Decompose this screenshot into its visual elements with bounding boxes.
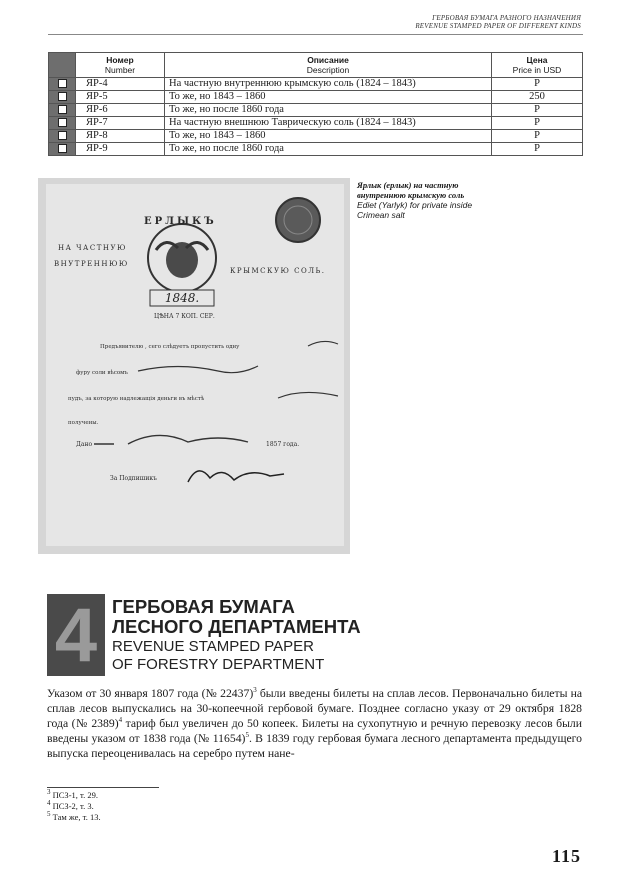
checkbox-icon[interactable] — [58, 105, 67, 114]
number-cell: ЯР-7 — [76, 117, 165, 130]
checkbox-icon[interactable] — [58, 118, 67, 127]
yarlyk-document-image — [38, 178, 350, 554]
description-cell: То же, но 1843 – 1860 — [165, 91, 492, 104]
footnote-item — [47, 801, 101, 812]
footnote-item — [47, 790, 101, 801]
number-header-ru: Номер — [106, 55, 134, 65]
caption-ru: Ярлык (ерлык) на частную внутреннюю крымскую соль — [357, 180, 465, 200]
table-row — [49, 130, 583, 143]
footnote-mark: 5 — [47, 810, 51, 819]
catalog-table — [48, 52, 583, 156]
number-cell: ЯР-4 — [76, 78, 165, 91]
price-cell: P — [492, 117, 583, 130]
table-row — [49, 91, 583, 104]
checkbox-icon[interactable] — [58, 144, 67, 153]
seal-stamp-icon — [276, 198, 320, 242]
section-title-en-line-1: REVENUE STAMPED PAPER — [112, 638, 314, 655]
footnote-text: ПСЗ-2, т. 3. — [52, 801, 94, 811]
section-number-badge — [47, 594, 105, 676]
body-text-part-2: были введены билеты на сплав лесов. Первоначально билеты на сплав лесов выпускались на 30-копеечной гербовой бумаге. Позднее согласно указу от 29 октября 1828 года (№ 2389) — [47, 687, 583, 730]
header-rule — [48, 34, 583, 35]
description-cell: На частную внутреннюю крымскую соль (1824 – 1843) — [165, 78, 492, 91]
number-cell: ЯР-6 — [76, 104, 165, 117]
checkbox-cell — [49, 117, 76, 130]
section-number: 4 — [54, 593, 98, 678]
price-cell: P — [492, 78, 583, 91]
caption-en: Ediet (Yarlyk) for private inside Crimean salt — [357, 200, 473, 220]
checkbox-icon[interactable] — [58, 92, 67, 101]
description-cell: На частную внешнюю Таврическую соль (1824 – 1843) — [165, 117, 492, 130]
doc-date-year: 1857 года. — [266, 441, 300, 448]
image-caption — [357, 180, 497, 220]
number-cell: ЯР-8 — [76, 130, 165, 143]
description-cell: То же, но 1843 – 1860 — [165, 130, 492, 143]
table-row — [49, 117, 583, 130]
description-cell: То же, но после 1860 года — [165, 143, 492, 156]
number-cell: ЯР-9 — [76, 143, 165, 156]
checkbox-cell — [49, 78, 76, 91]
checkbox-cell — [49, 143, 76, 156]
description-header-ru: Описание — [307, 55, 349, 65]
doc-left-top: НА ЧАСТНУЮ — [58, 244, 127, 252]
footnote-text: ПСЗ-1, т. 29. — [52, 790, 98, 800]
table-row — [49, 78, 583, 91]
running-head — [415, 14, 581, 30]
doc-right: КРЫМСКУЮ СОЛЬ. — [230, 267, 326, 275]
number-column-header — [76, 53, 165, 78]
checkbox-icon[interactable] — [58, 131, 67, 140]
doc-year: 1848. — [164, 291, 200, 305]
body-text-part-1: Указом от 30 января 1807 года (№ 22437) — [47, 687, 254, 700]
footnotes — [47, 790, 101, 823]
running-head-en: REVENUE STAMPED PAPER OF DIFFERENT KINDS — [415, 22, 581, 30]
doc-price: ЦѢНА 7 КОП. СЕР. — [154, 313, 215, 320]
table-row — [49, 143, 583, 156]
footnote-mark: 4 — [47, 799, 51, 808]
price-column-header — [492, 53, 583, 78]
doc-line-3: пудъ, за которую надлежащія деньги въ мѣстѣ — [68, 396, 205, 402]
footnote-ref-5[interactable]: 5 — [245, 731, 249, 740]
description-header-en: Description — [306, 65, 350, 75]
description-cell: То же, но после 1860 года — [165, 104, 492, 117]
price-cell: 250 — [492, 91, 583, 104]
body-text-part-3: тариф был увеличен до 50 копеек. Билеты на сухопутную и речную перевозку лесов были введены указом от 1838 года (№ 11654) — [47, 717, 583, 745]
price-cell: P — [492, 143, 583, 156]
section-title-ru-line-1: ГЕРБОВАЯ БУМАГА — [112, 596, 295, 617]
doc-left-bottom: ВНУТРЕННЮЮ — [54, 260, 129, 268]
price-header-en: Price in USD — [512, 65, 562, 75]
table-header-row — [49, 53, 583, 78]
checkbox-cell — [49, 130, 76, 143]
doc-date-label: Дано — [76, 441, 93, 448]
footnote-ref-4[interactable]: 4 — [118, 716, 123, 725]
doc-line-2: фуру соли вѣсомъ — [76, 370, 128, 376]
section-title-en-line-2: OF FORESTRY DEPARTMENT — [112, 656, 325, 673]
number-cell: ЯР-5 — [76, 91, 165, 104]
section-title-ru — [112, 597, 512, 637]
footnote-rule — [47, 787, 159, 788]
footnote-item — [47, 812, 101, 823]
checkbox-column-header — [49, 53, 76, 78]
checkbox-cell — [49, 104, 76, 117]
checkbox-icon[interactable] — [58, 79, 67, 88]
body-text-part-4: . В 1839 году гербовая бумага лесного департамента предыдущего выпуска переоценивалась на серебро путем нане- — [47, 732, 582, 760]
footnote-ref-3[interactable]: 3 — [253, 686, 257, 695]
footnote-mark: 3 — [47, 788, 51, 797]
document-scan — [38, 178, 350, 554]
doc-signed: За Подпишикъ — [110, 475, 157, 482]
doc-line-4: получены. — [68, 420, 99, 426]
doc-line-1: Предъявителю , сего слѣдуетъ пропустить одну — [100, 344, 240, 350]
checkbox-cell — [49, 91, 76, 104]
section-title-ru-line-2: ЛЕСНОГО ДЕПАРТАМЕНТА — [112, 616, 361, 637]
footnote-text: Там же, т. 13. — [52, 812, 101, 822]
page-number: 115 — [551, 846, 581, 866]
description-column-header — [165, 53, 492, 78]
section-title-en — [112, 638, 512, 674]
running-head-ru: ГЕРБОВАЯ БУМАГА РАЗНОГО НАЗНАЧЕНИЯ — [432, 14, 581, 22]
table-row — [49, 104, 583, 117]
body-paragraph — [47, 686, 582, 761]
price-header-ru: Цена — [526, 55, 548, 65]
price-cell: P — [492, 104, 583, 117]
number-header-en: Number — [104, 65, 136, 75]
price-cell: P — [492, 130, 583, 143]
doc-title: ЕРЛЫКЪ — [144, 216, 217, 227]
